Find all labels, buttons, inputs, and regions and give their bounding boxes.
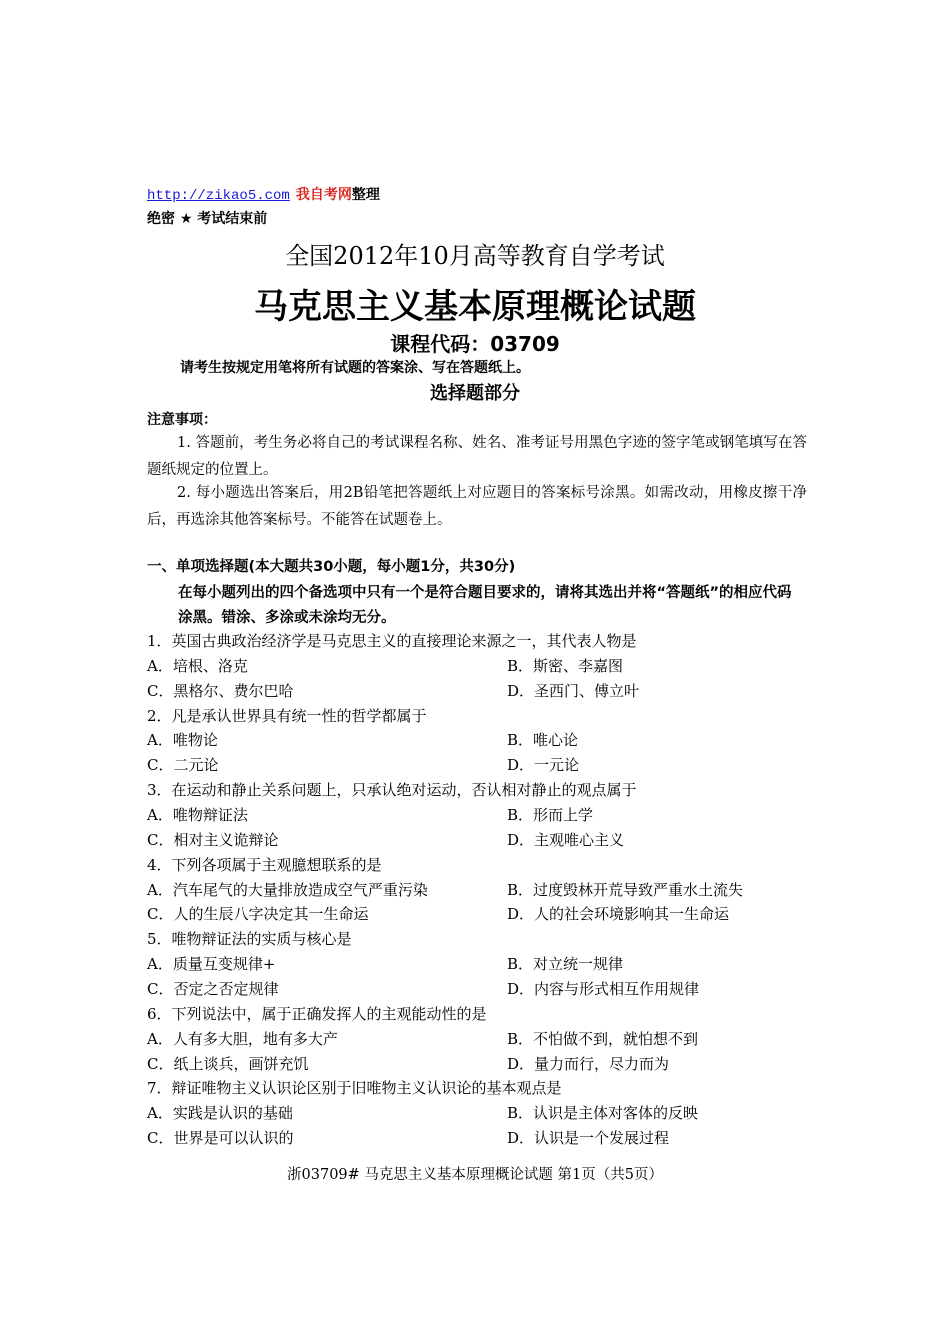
secret-label: 绝密 ★ 考试结束前 — [147, 211, 268, 227]
option-row — [147, 1101, 807, 1126]
option-row — [147, 803, 807, 828]
answer-instruction: 请考生按规定用笔将所有试题的答案涂、写在答题纸上。 — [180, 360, 530, 376]
option: C．否定之否定规律 — [147, 980, 279, 999]
option: A．实践是认识的基础 — [147, 1104, 293, 1123]
section-title: 选择题部分 — [430, 383, 520, 404]
part-description: 在每小题列出的四个备选项中只有一个是符合题目要求的，请将其选出并将“答题纸”的相应代码涂黑。错涂、多涂或未涂均无分。 — [178, 585, 792, 626]
option: B．不怕做不到，就怕想不到 — [507, 1029, 699, 1048]
question-stem: 3．在运动和静止关系问题上，只承认绝对运动，否认相对静止的观点属于 — [147, 781, 637, 800]
option: B．对立统一规律 — [507, 955, 624, 974]
option: A．质量互变规律+ — [147, 955, 276, 974]
option-row — [147, 1126, 807, 1151]
option: B．过度毁林开荒导致严重水土流失 — [507, 880, 744, 899]
option: D．一元论 — [507, 756, 580, 775]
question-stem: 4．下列各项属于主观臆想联系的是 — [147, 855, 382, 874]
option: B．唯心论 — [507, 731, 579, 750]
option: C．人的生辰八字决定其一生命运 — [147, 905, 369, 924]
option: D．主观唯心主义 — [507, 830, 625, 849]
option-row — [147, 977, 807, 1002]
option: D．量力而行，尽力而为 — [507, 1054, 670, 1073]
question-stem: 6．下列说法中，属于正确发挥人的主观能动性的是 — [147, 1004, 487, 1023]
question-stem: 5．唯物辩证法的实质与核心是 — [147, 930, 352, 949]
option: A．唯物论 — [147, 731, 218, 750]
option: D．内容与形式相互作用规律 — [507, 980, 700, 999]
option: D．圣西门、傅立叶 — [507, 681, 640, 700]
option: A．汽车尾气的大量排放造成空气严重污染 — [147, 880, 428, 899]
option: B．形而上学 — [507, 806, 594, 825]
option: C．世界是可以认识的 — [147, 1129, 294, 1148]
option: C．黑格尔、费尔巴哈 — [147, 681, 294, 700]
option: A．唯物辩证法 — [147, 806, 248, 825]
course-code: 课程代码：03709 — [390, 332, 560, 356]
option-row — [147, 753, 807, 778]
site-name: 我自考网 — [295, 187, 352, 203]
option-row — [147, 654, 807, 679]
option-row — [147, 902, 807, 927]
option: C．相对主义诡辩论 — [147, 830, 279, 849]
site-url-link[interactable]: http://zikao5.com — [147, 188, 290, 204]
note-item: 1. 答题前，考生务必将自己的考试课程名称、姓名、准考证号用黑色字迹的签字笔或钢笔填写在答题纸规定的位置上。 — [147, 435, 807, 478]
question-stem: 7．辩证唯物主义认识论区别于旧唯物主义认识论的基本观点是 — [147, 1079, 562, 1098]
option-row — [147, 828, 807, 853]
option: D．人的社会环境影响其一生命运 — [507, 905, 730, 924]
notes-label: 注意事项： — [147, 412, 217, 428]
option: C．纸上谈兵，画饼充饥 — [147, 1054, 309, 1073]
question-list — [147, 629, 807, 1151]
option-row — [147, 878, 807, 903]
note-item: 2. 每小题选出答案后，用2B铅笔把答题纸上对应题目的答案标号涂黑。如需改动，用橡皮擦干净后，再选涂其他答案标号。不能答在试题卷上。 — [147, 485, 807, 528]
option: B．认识是主体对客体的反映 — [507, 1104, 699, 1123]
option-row — [147, 728, 807, 753]
exam-title: 全国2012年10月高等教育自学考试 — [285, 242, 665, 270]
option: A．人有多大胆，地有多大产 — [147, 1029, 338, 1048]
option: A．培根、洛克 — [147, 656, 248, 675]
site-suffix: 整理 — [351, 187, 380, 203]
part-heading: 一、单项选择题(本大题共30小题，每小题1分，共30分) — [147, 559, 516, 575]
option-row — [147, 679, 807, 704]
page-footer: 浙03709# 马克思主义基本原理概论试题 第1页（共5页） — [287, 1167, 663, 1183]
option: D．认识是一个发展过程 — [507, 1129, 670, 1148]
source-header — [147, 186, 380, 205]
option-row — [147, 952, 807, 977]
question-stem: 2．凡是承认世界具有统一性的哲学都属于 — [147, 706, 427, 725]
option-row — [147, 1027, 807, 1052]
option: C．二元论 — [147, 756, 219, 775]
subject-title: 马克思主义基本原理概论试题 — [254, 287, 696, 327]
question-stem: 1．英国古典政治经济学是马克思主义的直接理论来源之一，其代表人物是 — [147, 632, 637, 650]
option-row — [147, 1052, 807, 1077]
option: B．斯密、李嘉图 — [507, 656, 624, 675]
